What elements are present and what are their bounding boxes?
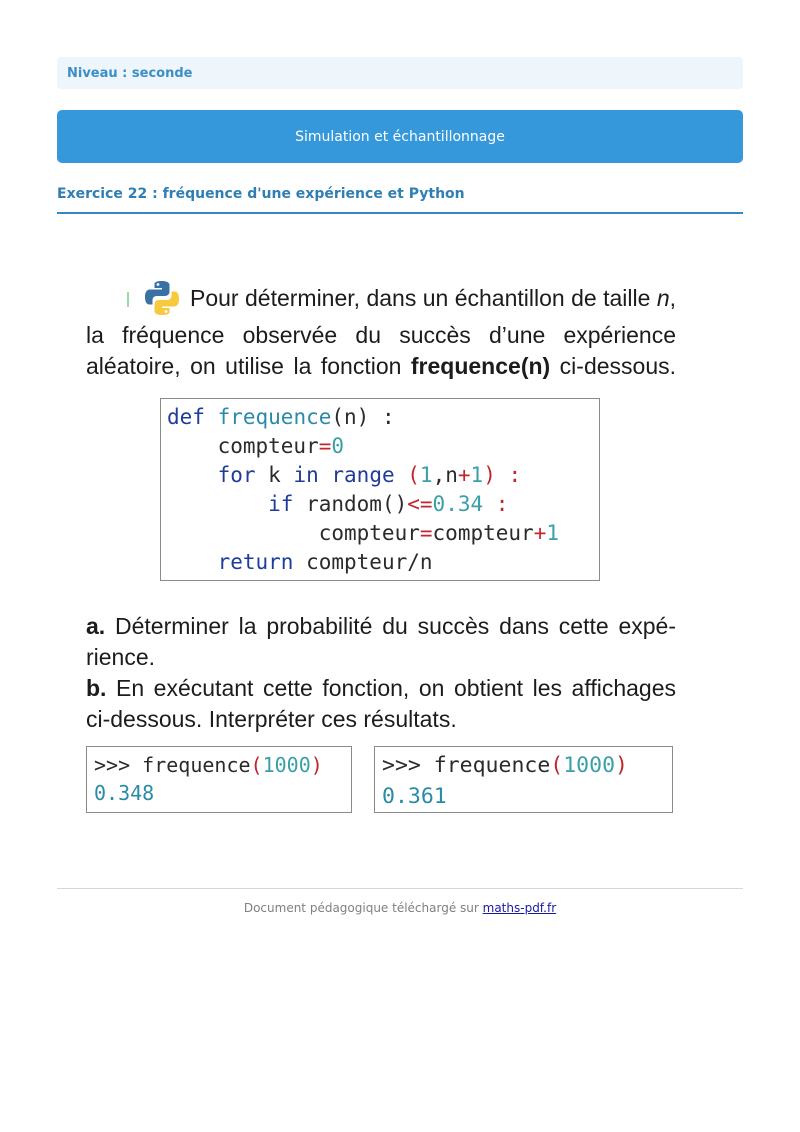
exercise-title: Exercice 22 : fréquence d'une expérience et Python [57,186,743,214]
code-paren: ( [407,463,420,487]
code-listing [160,398,600,581]
code-text: ,n [432,463,458,487]
margin-marker [124,289,138,311]
level-label: Niveau : seconde [67,65,193,81]
output-paren: ( [250,753,263,777]
exercise-intro [86,280,676,382]
question-a-line2: rience. [86,644,156,670]
code-line-def [167,403,599,432]
question-b-line2: ci-dessous. Interpréter ces résultats. [86,706,457,732]
output-arg: 1000 [563,753,616,778]
python-logo-icon [142,278,182,318]
intro-paragraph [86,280,676,382]
intro-function-name: frequence(n) [410,353,551,379]
code-op: + [533,521,547,545]
output-box-2 [374,746,673,813]
code-number: 1 [470,463,484,487]
intro-line3 [86,353,676,379]
intro-line2: , la fréquence observée du succès d’une expérience [86,285,677,348]
question-b-text: En exécutant cette fonction, on obtient les affichages [106,675,676,701]
code-var: compteur [318,521,420,545]
code-var: compteur [432,521,534,545]
intro-variable-n: n [656,285,670,312]
code-number: 0 [331,434,345,458]
level-box [57,57,743,89]
code-keyword: range [318,463,408,487]
code-line-if [167,490,599,519]
code-paren: ) : [483,463,522,487]
code-op: + [457,463,471,487]
footer [57,901,743,915]
code-keyword: return [217,550,294,574]
questions [86,611,676,735]
output-command [382,750,672,781]
code-line-for [167,461,599,490]
output-paren: ) [615,753,628,778]
code-keyword: in [293,463,319,487]
intro-line3-start: aléatoire, on utilise la fonction [86,353,411,379]
code-keyword: if [268,492,294,516]
output-call: frequence [433,753,551,778]
output-box-1 [86,746,352,813]
code-var: k [255,463,294,487]
chapter-banner: Simulation et échantillonnage [57,110,743,163]
code-number: 1 [546,521,559,545]
code-op: <= [407,492,433,516]
footer-link[interactable]: maths-pdf.fr [482,901,557,915]
code-call: random() [293,492,408,516]
question-a-line1 [86,611,676,642]
output-result: 0.348 [94,781,155,805]
intro-line3-end: ci-dessous. [550,353,676,379]
question-a-label: a. [86,613,106,639]
code-line-increment [167,519,599,548]
code-op: = [419,521,433,545]
output-arg: 1000 [262,753,311,777]
output-prompt: >>> [382,753,434,778]
code-line-return [167,548,599,577]
code-line-init [167,432,599,461]
output-paren: ) [310,753,323,777]
code-var: compteur [217,434,319,458]
intro-line1: Pour déterminer, dans un échantillon de taille [190,285,651,312]
output-prompt: >>> [94,753,143,777]
code-op: = [318,434,332,458]
code-params: (n) : [331,405,395,429]
code-text: compteur/n [293,550,433,574]
code-keyword: def [167,405,205,429]
code-keyword: for [217,463,256,487]
question-b-label: b. [86,675,107,701]
footer-divider [57,888,743,889]
output-call: frequence [142,753,251,777]
question-a-text: Déterminer la probabilité du succès dans cette expé- [105,613,676,639]
code-number: 1 [419,463,433,487]
code-colon: : [483,492,509,516]
output-command [94,751,351,779]
output-paren: ( [550,753,564,778]
question-b-line1 [86,673,676,704]
code-function-name: frequence [217,405,332,429]
output-result: 0.361 [382,784,447,809]
footer-text: Document pédagogique téléchargé sur [243,901,483,915]
code-number: 0.34 [432,492,484,516]
